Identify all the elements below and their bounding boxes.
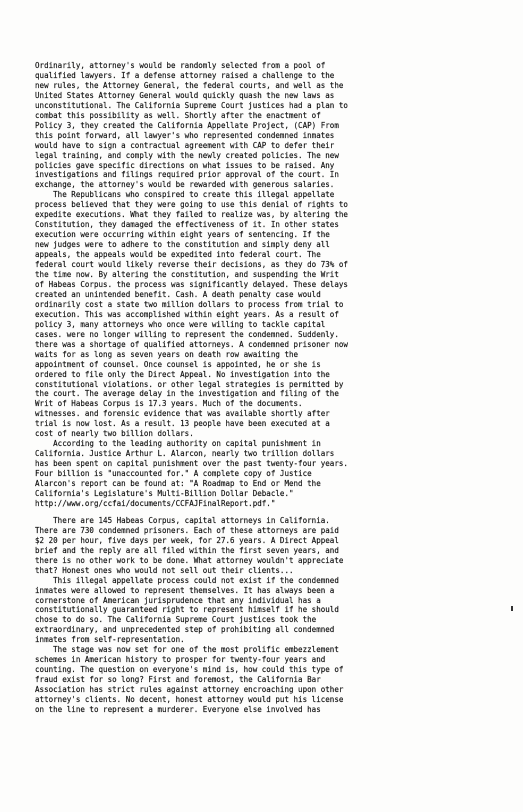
text-line: there is no other work to be done. What attorney wouldn't appreciate <box>35 555 344 565</box>
text-line: cost of nearly two billion dollars. <box>35 429 194 439</box>
text-line: Policy 3, they created the California Appellate Project, (CAP) From <box>35 120 339 130</box>
text-line: Association has strict rules against attorney encroaching upon other <box>35 685 344 695</box>
text-line: the court. The average delay in the investigation and filing of the <box>35 389 339 399</box>
text-line: new rules, the Attorney General, the federal courts, and well as the <box>35 80 344 90</box>
text-line: This illegal appellate process could not exist if the condemned <box>35 575 339 585</box>
text-line: chose to do so. The California Supreme Court justices took the <box>35 615 317 625</box>
text-line: ordinarily cost a state two million dollars to process from trial to <box>35 299 344 309</box>
text-line: extraordinary, and unprecedented step of prohibiting all condemned <box>35 625 335 635</box>
text-line: United States Attorney General would quickly quash the new laws as <box>35 90 335 100</box>
text-line: California. Justice Arthur L. Alarcon, nearly two trillion dollars <box>35 449 335 459</box>
text-line: exchange, the attorney's would be rewarded with generous salaries. <box>35 180 335 190</box>
text-line: trial is now lost. As a result. 13 people have been executed at a <box>35 419 330 429</box>
text-line: counting. The question on everyone's mind is, how could this type of <box>35 665 344 675</box>
text-line: $2 20 per hour, five days per week, for 27.6 years. A Direct Appeal <box>35 535 339 545</box>
text-line: The stage was now set for one of the most prolific embezzlement <box>35 645 339 655</box>
text-line: qualified lawyers. If a defense attorney raised a challenge to the <box>35 70 335 80</box>
text-line: There are 730 condemned prisoners. Each of these attorneys are paid <box>35 525 339 535</box>
document-body-text <box>35 61 479 715</box>
text-line: has been spent on capital punishment over the past twenty-four years. <box>35 459 348 469</box>
text-line <box>35 509 479 516</box>
text-line: unconstitutional. The California Supreme Court justices had a plan to <box>35 100 348 110</box>
text-line: brief and the reply are all filed within the first seven years, and <box>35 545 339 555</box>
text-line: this point forward, all lawyer's who represented condemned inmates <box>35 130 335 140</box>
text-line: There are 145 Habeas Corpus, capital attorneys in California. <box>35 515 330 525</box>
text-line: According to the leading authority on capital punishment in <box>35 439 321 449</box>
text-line: constitutional violations. or other legal strategies is permitted by <box>35 379 344 389</box>
text-line: legal training, and comply with the newly created policies. The new <box>35 150 339 160</box>
text-line: execution were occurring within eight years of sentencing. If the <box>35 230 330 240</box>
text-line: policies gave specific directions on what issues to be raised. Any <box>35 160 335 170</box>
text-line: expedite executions. What they failed to realize was, by altering the <box>35 210 348 220</box>
text-line: cornerstone of American jurisprudence that any individual has a <box>35 595 321 605</box>
text-line: witnesses. and forensic evidence that was available shortly after <box>35 409 330 419</box>
text-line: appointment of counsel. Once counsel is appointed, he or she is <box>35 359 321 369</box>
text-line: combat this possibility as well. Shortly after the enactment of <box>35 110 321 120</box>
text-line: inmates were allowed to represent themselves. It has always been a <box>35 585 335 595</box>
text-line: Constitution, they damaged the effectiveness of it. In other states <box>35 220 339 230</box>
text-line: California's Legislature's Multi-Billion Dollar Debacle." <box>35 488 294 498</box>
text-line: policy 3, many attorneys who once were willing to tackle capital <box>35 319 326 329</box>
margin-mark <box>511 606 513 611</box>
text-line: process believed that they were going to use this denial of rights to <box>35 200 348 210</box>
text-line: Writ of Habeas Corpus is 17.3 years. Much of the documents. <box>35 399 303 409</box>
text-line: schemes in American history to prosper for twenty-four years and <box>35 655 326 665</box>
text-line: http://www.org/ccfai/documents/CCFAJFinalReport.pdf." <box>35 498 276 508</box>
text-line: on the line to represent a murderer. Everyone else involved has <box>35 705 321 714</box>
text-line: constitutionally guaranteed right to represent himself if he should <box>35 605 339 615</box>
text-line: cases. were no longer willing to represent the condemned. Suddenly. <box>35 329 339 339</box>
text-line: inmates from self-representation. <box>35 635 185 645</box>
text-line: fraud exist for so long? First and foremost, the California Bar <box>35 675 321 685</box>
text-line: ordered to file only the Direct Appeal. No investigation into the <box>35 369 330 379</box>
text-line: of Habeas Corpus. the process was significantly delayed. These delays <box>35 279 348 289</box>
text-line: there was a shortage of qualified attorneys. A condemned prisoner now <box>35 339 348 349</box>
text-line: The Republicans who conspired to create this illegal appellate <box>35 190 335 200</box>
text-line: execution. This was accomplished within eight years. As a result of <box>35 309 339 319</box>
text-line: Ordinarily, attorney's would be randomly selected from a pool of <box>35 61 326 70</box>
text-line: attorney's clients. No decent, honest attorney would put his license <box>35 695 344 705</box>
text-line: created an unintended benefit. Cash. A death penalty case would <box>35 289 321 299</box>
text-line: federal court would likely reverse their decisions, as they do 73% of <box>35 260 348 270</box>
text-line: waits for as long as seven years on death row awaiting the <box>35 349 299 359</box>
text-line: Alarcon's report can be found at: "A Roadmap to End or Mend the <box>35 479 321 489</box>
text-line: Four billion is "unaccounted for." A complete copy of Justice <box>35 469 312 479</box>
text-line: would have to sign a contractual agreement with CAP to defer their <box>35 140 335 150</box>
text-line: new judges were to adhere to the constitution and simply deny all <box>35 240 330 250</box>
text-line: that? Honest ones who would not sell out their clients... <box>35 565 294 575</box>
text-line: the time now. By altering the constitution, and suspending the Writ <box>35 270 339 280</box>
text-line: investigations and filings required prior approval of the court. In <box>35 170 339 180</box>
text-line: appeals, the appeals would be expedited into federal court. The <box>35 250 321 260</box>
